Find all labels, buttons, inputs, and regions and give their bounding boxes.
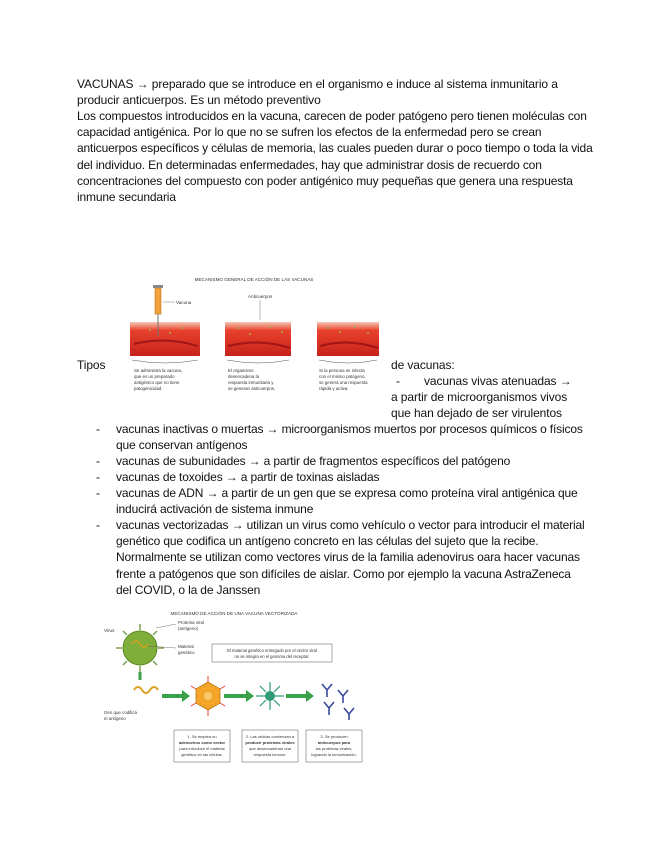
fig2-step3-line: 3. Se producen (320, 734, 348, 739)
bullet-dash: - (96, 518, 100, 532)
vivas-line-2: a partir de microorganismos vivos (391, 390, 568, 404)
fig2-material-line: genético (178, 650, 195, 655)
fig2-gen-line: Gen que codifica (104, 710, 137, 715)
virus-icon (116, 624, 164, 672)
fig2-step2-line: que desencadenan una (249, 746, 291, 751)
fig1-cap2-line: desencadena la (228, 374, 260, 379)
fig1-title: MECANISMO GENERAL DE ACCIÓN DE LAS VACUNAS (194, 277, 314, 282)
fig2-step1-line: 1. Se emplea un (187, 734, 217, 739)
fig2-note-line: no se integra en el genoma del receptor. (234, 654, 310, 659)
fig1-cap2-line: respuesta inmunitaria y (228, 380, 274, 385)
bullet-dash: - (96, 422, 100, 436)
fig2-step3-line: logrando la inmunización. (311, 752, 357, 757)
vivas-line-1: vacunas vivas atenuadas → (424, 374, 572, 388)
fig1-label-vacuna: Vacuna (176, 300, 192, 305)
skin-panel-2 (225, 322, 291, 356)
adenovirus-icon (191, 676, 225, 716)
fig1-cap1-line: patogenicidad. (134, 386, 163, 391)
fig2-step3-line: las proteínas virales, (315, 746, 353, 751)
fig2-step2-line: 2. Las células comienzan a (245, 734, 295, 739)
tipos-suffix: de vacunas: (391, 358, 455, 372)
fig1-cap3-line: rápida y activa. (319, 386, 349, 391)
tipos-label: Tipos (77, 358, 106, 372)
fig2-step2-line: respuesta inmune. (253, 752, 287, 757)
vector-vaccine-figure (100, 606, 368, 776)
arrow-right-icon (162, 690, 314, 702)
general-mechanism-figure (120, 270, 388, 398)
fig1-cap2-line: El organismo (228, 368, 254, 373)
fig1-cap1-line: que es un preparado (134, 374, 175, 379)
list-item: vacunas de ADN → a partir de un gen que se expresa como proteína viral antigénica que inducirá activación de sistema inmune (116, 486, 578, 517)
fig2-note-line: El material genético entregado por el vector viral (227, 648, 317, 653)
intro-paragraph: Los compuestos introducidos en la vacuna, carecen de poder patógeno pero tienen moléculas con capacidad antigénica. Por lo que no se sufren los efectos de la enfermedad pero se crean anticuerpos específicos y células de memoria, las cuales pueden durar o poco tiempo o toda la vida del individuo. En determinadas enfermedades, hay que administrar dosis de recuerdo con concentraciones del compuesto con poder antigénico muy pequeñas que genera una respuesta inmune secundaria (77, 109, 593, 205)
fig1-cap1-line: Se administra la vacuna, (134, 368, 183, 373)
bullet-dash: - (396, 374, 400, 388)
fig2-proteina-line: Proteína viral (178, 620, 204, 625)
antibody-icon (322, 684, 354, 720)
fig1-cap3-line: se genera una respuesta (319, 380, 368, 385)
vivas-line-3: que han dejado de ser virulentos (391, 406, 562, 420)
gene-icon (134, 687, 158, 693)
fig2-material-line: Material (178, 644, 194, 649)
fig1-cap2-line: se generan anticuerpos. (228, 386, 276, 391)
list-item: vacunas de toxoides → a partir de toxinas aisladas (116, 470, 380, 484)
fig2-step1-line: adenovirus como vector (178, 740, 226, 745)
fig1-cap3-line: Si la persona se infecta (319, 368, 365, 373)
fig2-step1-line: genético en las células. (181, 752, 223, 757)
note-box (212, 644, 332, 662)
skin-panel-1 (130, 322, 200, 356)
fig2-gen-line: el antígeno (104, 716, 126, 721)
intro-line-1: VACUNAS → preparado que se introduce en el organismo e induce al sistema inmunitario a (77, 77, 558, 91)
list-item: vacunas inactivas o muertas → microorganismos muertos por procesos químicos o físicos que conservan antígenos (116, 422, 583, 453)
skin-panel-3 (317, 322, 379, 356)
fig2-step2-line: producir proteínas virales (245, 740, 295, 745)
fig1-cap1-line: antigénico que no tiene (134, 380, 180, 385)
fig2-proteina-line: (antígeno) (178, 626, 199, 631)
fig2-title: MECANISMO DE ACCIÓN DE UNA VACUNA VECTORIZADA (170, 611, 298, 616)
intro-line-2: producir anticuerpos. Es un método preventivo (77, 93, 321, 107)
fig2-step1-line: para introducir el material (179, 746, 225, 751)
bullet-dash: - (96, 486, 100, 500)
list-item: vacunas vectorizadas → utilizan un virus como vehículo o vector para introducir el material genético que codifica un antígeno concreto en las células del sujeto que la recibe. Normalmente se utilizan como vectores virus de la familia adenovirus oara hacer vacunas frente a patógenos que son difíciles de aislar. Como por ejemplo la vacuna AstraZeneca del COVID, o la de Janssen (116, 518, 585, 597)
list-item: vacunas de subunidades → a partir de fragmentos específicos del patógeno (116, 454, 511, 468)
fig1-label-anticuerpos: Anticuerpos (248, 294, 273, 299)
fig2-virus-label: Virus (104, 628, 115, 633)
bullet-dash: - (96, 470, 100, 484)
fig1-cap3-line: con el mismo patógeno, (319, 374, 366, 379)
viral-protein-icon (256, 682, 284, 710)
bullet-dash: - (96, 454, 100, 468)
fig2-step3-line: anticuerpos para (317, 740, 351, 745)
